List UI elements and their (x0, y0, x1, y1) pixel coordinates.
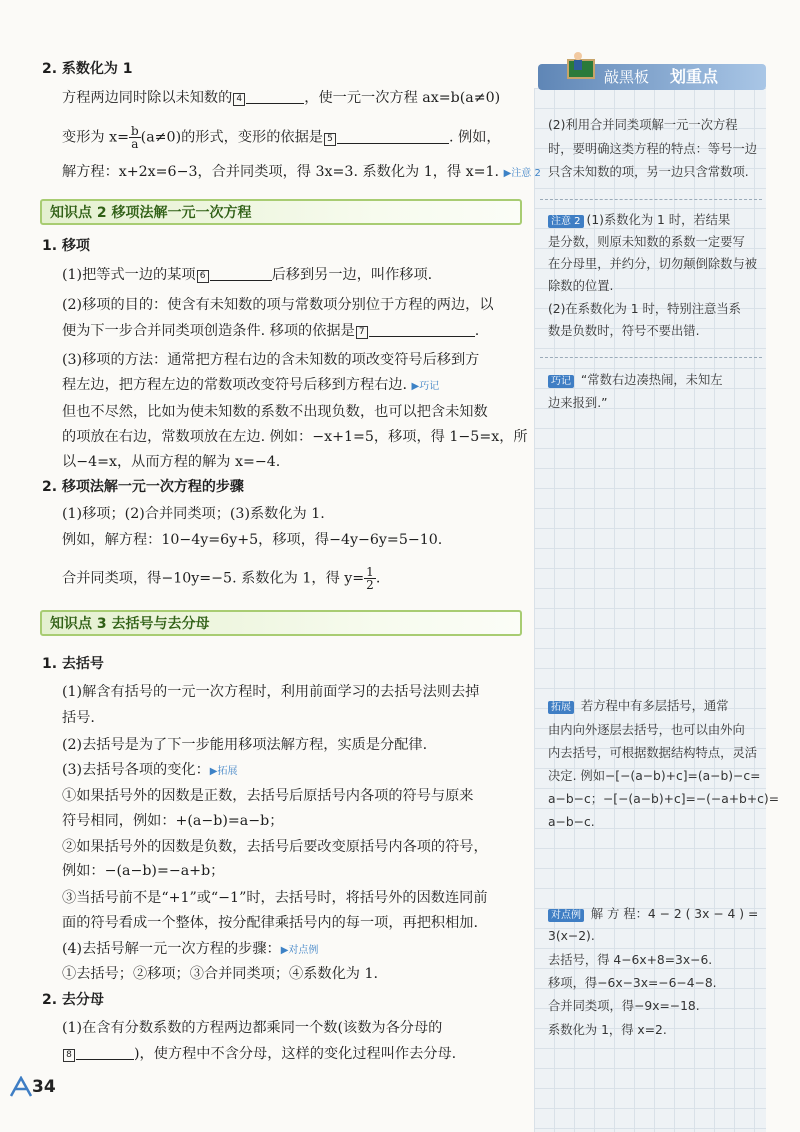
text-line: (1)解含有括号的一元一次方程时，利用前面学习的去括号法则去掉 (62, 684, 480, 700)
blank-number-6: 6 (197, 270, 209, 283)
sidebar-ext-line: 决定. 例如−[−(a−b)+c]=(a−b)−c= (548, 769, 761, 783)
blank-number-5: 5 (324, 133, 336, 146)
text-line: 括号. (62, 710, 95, 726)
sidebar-example-line: 3(x−2). (548, 929, 595, 943)
blank-number-8: 8 (63, 1049, 75, 1062)
text-line: 例如：−(a−b)=−a+b； (62, 863, 225, 879)
text-line: (1)把等式一边的某项 6 后移到另一边，叫作移项. (62, 267, 433, 283)
heading-move-terms: 1. 移项 (42, 238, 90, 254)
sidebar-note-line: 除数的位置. (548, 279, 614, 293)
text-line: 例如，解方程：10−4y=6y+5，移项，得−4y−6y=5−10. (62, 532, 443, 548)
text-line: (2)去括号是为了下一步能用移项法解方程，实质是分配律. (62, 737, 428, 753)
page-number: 34 (32, 1077, 56, 1097)
knowledge-point-3-title: 知识点 3 去括号与去分母 (50, 616, 210, 632)
sidebar-title: 划重点 (670, 67, 719, 86)
heading-remove-denominators: 2. 去分母 (42, 992, 104, 1008)
fraction-b-over-a: $\frac{b}{a}$ (130, 124, 139, 151)
text-line: 程左边，把方程左边的常数项改变符号后移到方程右边. ▶巧记 (62, 377, 440, 393)
sidebar-note-line: 是分数，则原未知数的系数一定要写 (548, 235, 745, 249)
blank-number-7: 7 (356, 326, 368, 339)
tip-ref-tag[interactable]: ▶巧记 (411, 381, 440, 392)
text-line: 解方程：x+2x=6−3，合并同类项，得 3x=3. 系数化为 1，得 x=1. ▶注意 2 (62, 164, 541, 180)
text-line: ①如果括号外的因数是正数，去括号后原括号内各项的符号与原来 (62, 788, 474, 804)
text-line: 变形为 x= $\frac{b}{a}$ (a≠0)的形式，变形的依据是 5 . 例如， (62, 124, 501, 151)
sidebar-tip-line: 边来报到.” (548, 396, 608, 410)
fraction-one-half: $\frac{1}{2}$ (366, 565, 374, 592)
page-a-icon (8, 1076, 34, 1098)
blackboard-icon (564, 50, 598, 84)
text-line: ②如果括号外的因数是负数，去括号后要改变原括号内各项的符号， (62, 839, 488, 855)
sidebar-note-line: 在分母里，并约分，切勿颠倒除数与被 (548, 257, 758, 271)
text-line: 但也不尽然，比如为使未知数的系数不出现负数，也可以把含未知数 (62, 404, 488, 420)
answer-blank-7[interactable] (369, 322, 475, 337)
sidebar-ext-line: a−b−c；−[−(a−b)+c]=−(−a+b+c)= (548, 792, 780, 806)
knowledge-point-2-bar (40, 199, 522, 225)
sidebar-header (538, 64, 766, 90)
heading-move-steps: 2. 移项法解一元一次方程的步骤 (42, 479, 244, 495)
sidebar-ext-line: 内去括号，可根据数据结构特点，灵活 (548, 746, 758, 760)
sidebar-note-line: (2)在系数化为 1 时，特别注意当系 (548, 302, 741, 316)
blank-number-4: 4 (233, 93, 245, 106)
text-line: (1)在含有分数系数的方程两边都乘同一个数(该数为各分母的 (62, 1020, 443, 1036)
text-line: (3)移项的方法：通常把方程右边的含未知数的项改变符号后移到方 (62, 352, 480, 368)
sidebar-divider (540, 199, 762, 200)
knowledge-point-2-title: 知识点 2 移项法解一元一次方程 (50, 205, 252, 221)
sidebar-example-line: 对点例 解 方 程：4 − 2 ( 3x − 4 ) = (548, 906, 758, 922)
text-line: 便为下一步合并同类项创造条件. 移项的依据是 7 . (62, 323, 480, 339)
sidebar-note-line: 数是负数时，符号不要出错. (548, 324, 700, 338)
heading-remove-brackets: 1. 去括号 (42, 656, 104, 672)
note-ref-tag[interactable]: ▶注意 2 (503, 168, 541, 179)
extension-ref-tag[interactable]: ▶拓展 (209, 766, 238, 777)
sidebar-tip-line: 巧记 “常数右边凑热闹，未知左 (548, 372, 723, 388)
example-badge: 对点例 (548, 909, 584, 922)
text-line: 以−4=x，从而方程的解为 x=−4. (62, 454, 281, 470)
sidebar-example-line: 去括号，得 4−6x+8=3x−6. (548, 953, 713, 967)
text-line: 面的符号看成一个整体，按分配律乘括号内的每一项，再把积相加. (62, 915, 478, 931)
sidebar-ext-line: 由内向外逐层去括号，也可以由外向 (548, 723, 745, 737)
sidebar-brand: 敲黑板 (604, 68, 650, 86)
example-ref-tag[interactable]: ▶对点例 (280, 945, 319, 956)
text-line: 8 )，使方程中不含分母，这样的变化过程叫作去分母. (62, 1044, 456, 1064)
text-line: 方程两边同时除以未知数的 4 ，使一元一次方程 ax=b(a≠0) (62, 90, 501, 106)
answer-blank-5[interactable] (337, 129, 449, 144)
answer-blank-6[interactable] (210, 266, 272, 281)
sidebar-example-line: 移项，得−6x−3x=−6−4−8. (548, 976, 717, 990)
text-line: (3)去括号各项的变化：▶拓展 (62, 762, 238, 778)
text-line: ①去括号；②移项；③合并同类项；④系数化为 1. (62, 966, 378, 982)
text-line: ③当括号前不是“+1”或“−1”时，去括号时，将括号外的因数连同前 (62, 890, 488, 906)
answer-blank-8[interactable] (76, 1045, 134, 1060)
text-line: (1)移项；(2)合并同类项；(3)系数化为 1. (62, 506, 325, 522)
heading-coefficient: 2. 系数化为 1 (42, 61, 133, 77)
sidebar-example-line: 系数化为 1，得 x=2. (548, 1023, 667, 1037)
answer-blank-4[interactable] (246, 89, 304, 104)
sidebar-ext-line: 拓展 若方程中有多层括号，通常 (548, 698, 729, 714)
sidebar-divider (540, 357, 762, 358)
text-line: 的项放在右边，常数项放在左边. 例如：−x+1=5，移项，得 1−5=x，所 (62, 429, 528, 445)
sidebar-example-line: 合并同类项，得−9x=−18. (548, 999, 700, 1013)
text-line: 符号相同，例如：+(a−b)=a−b； (62, 813, 284, 829)
note-badge: 注意 2 (548, 215, 584, 228)
sidebar-text: 时，要明确这类方程的特点：等号一边 (548, 142, 758, 156)
text-line: 合并同类项，得−10y=−5. 系数化为 1，得 y= $\frac{1}{2}$ . (62, 565, 381, 592)
tip-badge: 巧记 (548, 375, 574, 388)
sidebar-ext-line: a−b−c. (548, 815, 595, 829)
text-line: (2)移项的目的：使含有未知数的项与常数项分别位于方程的两边，以 (62, 297, 494, 313)
knowledge-point-3-bar (40, 610, 522, 636)
sidebar-text: 只含未知数的项，另一边只含常数项. (548, 165, 749, 179)
extension-badge: 拓展 (548, 701, 574, 714)
text-line: (4)去括号解一元一次方程的步骤：▶对点例 (62, 941, 319, 957)
sidebar-text: (2)利用合并同类项解一元一次方程 (548, 118, 738, 132)
page-number-badge (4, 1076, 78, 1098)
sidebar-note-line: 注意 2 (1)系数化为 1 时，若结果 (548, 212, 730, 228)
